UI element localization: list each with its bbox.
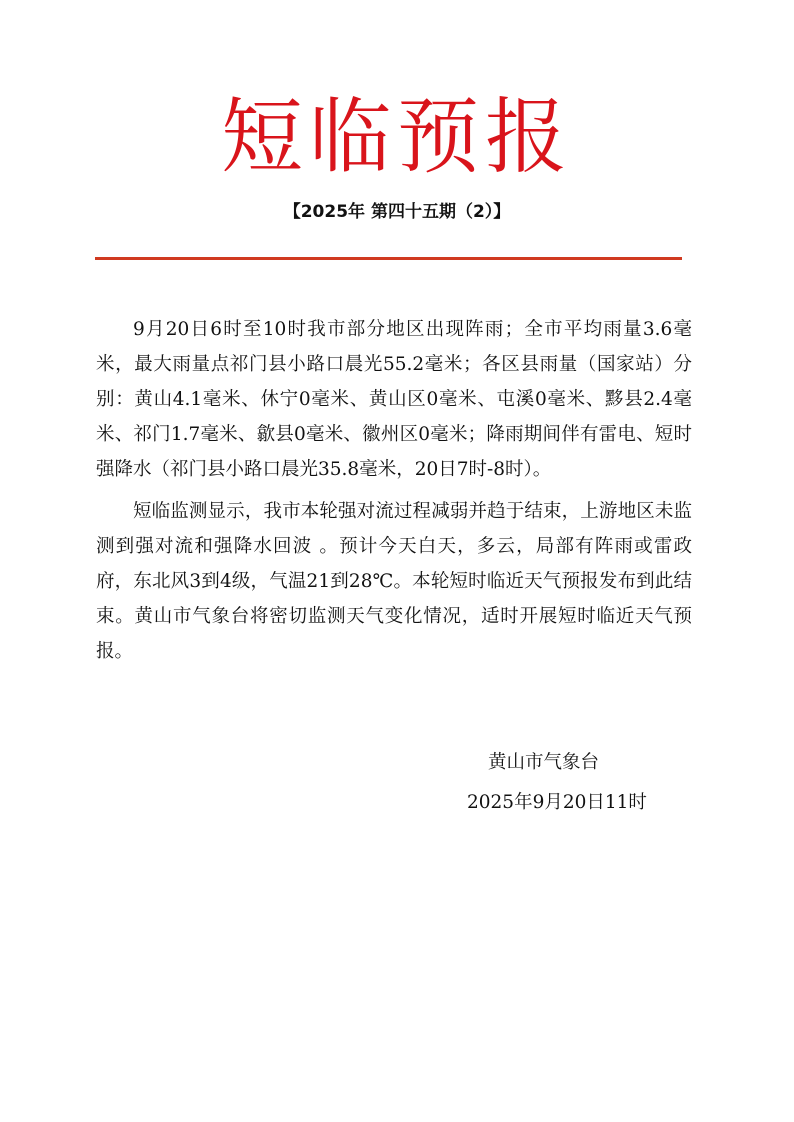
document-body bbox=[96, 312, 692, 676]
header-divider bbox=[95, 257, 682, 260]
paragraph-rainfall-report: 9月20日6时至10时我市部分地区出现阵雨；全市平均雨量3.6毫米，最大雨量点祁门县小路口晨光55.2毫米；各区县雨量（国家站）分别：黄山4.1毫米、休宁0毫米、黄山区0毫米、屯溪0毫米、黟县2.4毫米、祁门1.7毫米、歙县0毫米、徽州区0毫米；降雨期间伴有雷电、短时强降水（祁门县小路口晨光35.8毫米，20日7时-8时）。 bbox=[96, 319, 692, 480]
paragraph-forecast: 短临监测显示，我市本轮强对流过程减弱并趋于结束，上游地区未监测到强对流和强降水回波 。预计今天白天，多云，局部有阵雨或雷政府，东北风3到4级，气温21到28℃。本轮短时临近天气预报发布到此结束。黄山市气象台将密切监测天气变化情况，适时开展短时临近天气预报。 bbox=[96, 501, 692, 662]
issue-number: 【2025年 第四十五期（2）】 bbox=[283, 202, 511, 222]
document-title: 短临预报 bbox=[220, 90, 573, 185]
signature-date: 2025年9月20日11时 bbox=[467, 792, 647, 813]
signature-organization: 黄山市气象台 bbox=[488, 752, 600, 773]
